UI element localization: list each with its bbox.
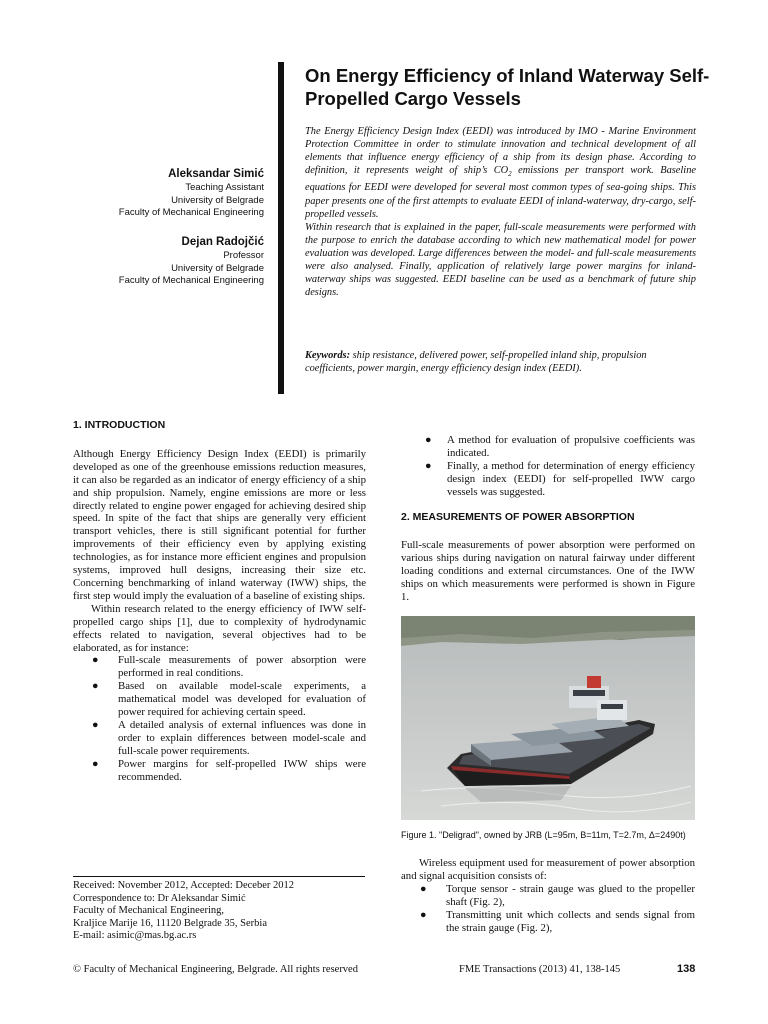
list-item	[73, 758, 366, 784]
author-role: Teaching Assistant	[185, 182, 264, 193]
list-item-text: A detailed analysis of external influences was done in order to explain differences between model-scale and full-scale power requirements.	[118, 718, 366, 757]
bullet-icon: ●	[420, 882, 427, 895]
list-item-text: A method for evaluation of propulsive coefficients was indicated.	[447, 434, 695, 459]
footnote-divider	[73, 876, 365, 877]
ship-photo	[401, 616, 695, 820]
list-item	[401, 909, 695, 935]
ship-illustration	[401, 616, 695, 820]
objectives-list-continued	[401, 434, 695, 499]
journal-citation: FME Transactions (2013) 41, 138-145	[459, 964, 621, 975]
author-faculty: Faculty of Mechanical Engineering	[118, 207, 264, 218]
objectives-list	[73, 654, 366, 783]
right-column-lower	[401, 857, 695, 934]
list-item-text: Power margins for self-propelled IWW ships were recommended.	[118, 757, 366, 783]
page-number: 138	[677, 963, 696, 975]
section-heading-introduction: 1. INTRODUCTION	[73, 419, 166, 431]
list-item	[73, 654, 366, 680]
author-university: University of Belgrade	[171, 262, 264, 274]
correspondence-email: E-mail: asimic@mas.bg.ac.rs	[73, 930, 197, 942]
body-paragraph: Although Energy Efficiency Design Index (EEDI) is primarily developed as one of the greenhouse emissions reduction measures, it can also be regarded as an indicator of energy efficiency of a ship and ship propulsion. Namely, engine emissions are more or less directly related to engine power engaged for achieving desired ship speed. In spite of the fact that ships are generally very efficient transport vehicles, there is still significant potential for further improvements of their efficiency even by applying existing technologies, as for instance more efficient engines and propulsion systems, improved hull designs, increasing their size etc. Concerning benchmarking of inland waterway (IWW) ships, the first step would imply the evaluation of a baseline of existing ships.	[73, 447, 366, 602]
list-item	[73, 680, 366, 719]
bullet-icon: ●	[92, 718, 99, 731]
bullet-icon: ●	[420, 908, 427, 921]
abstract-text: The Energy Efficiency Design Index (EEDI) was introduced by IMO - Marine Environment Protection Committee in order to stimulate innovation and technical development of all elements that influence energy efficiency of a ship from its design phase. According to definition, it represents weight of ship’s CO	[305, 126, 696, 177]
equipment-list	[401, 883, 695, 935]
body-paragraph: Full-scale measurements of power absorption were performed on various ships during navigation on natural fairway under different loading conditions and external circumstances. One of the IWW ships on which measurements were performed is shown in Figure 1.	[401, 539, 695, 604]
abstract-paragraph: Within research that is explained in the paper, full-scale measurements were performed with the purpose to enrich the database according to which new mathematical model for power evaluation was developed. Large differences between the model- and full-scale measurements were also analysed. Finally, application of relatively large power margins for inland-waterway ships was suggested. EEDI baseline can be used as a benchmark of future ship designs.	[305, 221, 696, 299]
author-faculty: Faculty of Mechanical Engineering	[118, 275, 264, 286]
list-item	[401, 434, 695, 460]
author-university: University of Belgrade	[171, 194, 264, 206]
bullet-icon: ●	[425, 459, 432, 472]
section-heading-measurements: 2. MEASUREMENTS OF POWER ABSORPTION	[401, 510, 635, 523]
copyright-notice: © Faculty of Mechanical Engineering, Belgrade. All rights reserved	[73, 964, 358, 975]
footnote	[73, 880, 373, 943]
author-name: Dejan Radojčić	[181, 236, 264, 248]
body-paragraph: Within research related to the energy efficiency of IWW self-propelled cargo ships [1], due to complexity of hydrodynamic effects related to navigation, several objectives had to be elaborated, as for instance:	[73, 602, 366, 654]
list-item-text: Finally, a method for determination of energy efficiency design index (EEDI) for self-propelled IWW cargo vessels was suggested.	[447, 459, 695, 498]
co2-subscript: 2	[508, 170, 512, 179]
abstract-text: emissions per transport work. Baseline equations for EEDI were developed for several most common types of sea-going ships. This paper presents one of the first attempts to evaluate EEDI of inland-waterway, dry-cargo, self-propelled vessels.	[305, 165, 697, 220]
correspondence-address: Kraljice Marije 16, 11120 Belgrade 35, Serbia	[73, 917, 267, 929]
bullet-icon: ●	[92, 757, 99, 770]
author-name: Aleksandar Simić	[168, 168, 264, 180]
list-item	[401, 460, 695, 499]
list-item-text: Full-scale measurements of power absorption were performed in real conditions.	[118, 654, 366, 680]
keywords	[305, 349, 696, 375]
keywords-text: ship resistance, delivered power, self-propelled inland ship, propulsion coefficients, power margin, energy efficiency design index (EEDI).	[305, 350, 647, 375]
correspondence: Correspondence to: Dr Aleksandar Simić	[73, 892, 246, 904]
list-item-text: Transmitting unit which collects and sends signal from the strain gauge (Fig. 2),	[446, 908, 695, 934]
abstract	[305, 125, 696, 299]
list-item-text: Based on available model-scale experiments, a mathematical model was developed for evaluation of power required for achieving certain speed.	[118, 680, 366, 719]
correspondence-faculty: Faculty of Mechanical Engineering,	[73, 905, 225, 917]
bullet-icon: ●	[92, 680, 99, 693]
author-block	[119, 234, 264, 288]
author-role: Professor	[223, 250, 264, 261]
list-item	[73, 719, 366, 758]
list-item	[401, 883, 695, 909]
bullet-icon: ●	[425, 434, 432, 446]
figure-caption: Figure 1. "Deligrad", owned by JRB (L=95m, B=11m, T=2.7m, Δ=2490t)	[401, 830, 686, 840]
bullet-icon: ●	[92, 654, 99, 667]
abstract-paragraph	[305, 125, 696, 221]
title-divider-bar	[278, 62, 284, 394]
keywords-label: Keywords:	[305, 350, 351, 361]
author-block	[119, 166, 264, 220]
list-item-text: Torque sensor - strain gauge was glued to the propeller shaft (Fig. 2),	[446, 882, 695, 908]
paper-title: On Energy Efficiency of Inland Waterway Self-Propelled Cargo Vessels	[305, 65, 710, 109]
received-dates: Received: November 2012, Accepted: Deceber 2012	[73, 880, 294, 891]
left-column	[73, 419, 366, 783]
right-column	[401, 434, 695, 604]
body-paragraph: Wireless equipment used for measurement of power absorption and signal acquisition consists of:	[401, 857, 695, 882]
